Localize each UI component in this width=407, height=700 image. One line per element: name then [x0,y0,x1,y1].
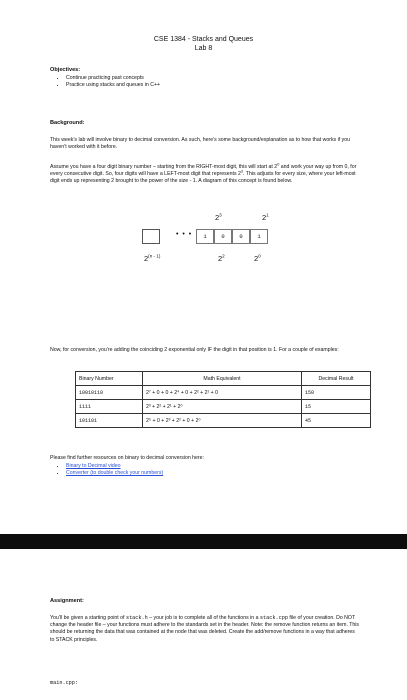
table-header-row [76,372,371,386]
decimal-cell: 45 [302,414,371,428]
superscript-three: 3 [240,169,243,174]
column-header: Math Equivalent [143,372,302,386]
conversion-paragraph: Now, for conversion, you’re adding the coinciding 2 exponential only IF the digit in that position is 1. For a couple of examples: [50,347,339,353]
binary-cell: 1111 [76,400,143,414]
para2-part-a: Assume you have a four digit binary number – starting from the RIGHT-most digit, this will start at 2 [50,164,278,170]
resource-item [66,463,163,470]
bit-box: 1 [250,229,268,244]
assignment-part-a: You’ll be given a starting point of [50,615,126,621]
ellipsis-dots: • • • [176,231,193,238]
power-label-top: $2^3$ [215,212,222,222]
binary-examples-table [75,371,371,428]
bit-box-empty [142,229,160,244]
resource-item [66,470,163,477]
title-line-2: Lab 8 [194,45,213,52]
para2-part-c: . This adjusts for every size, where your left-most digit ends up representing 2 brought to the power of the size - 1. A diagram of this concept is found below. [50,171,356,185]
binary-video-link[interactable]: Binary to Decimal video [66,463,121,469]
table-row [76,414,371,428]
resources-list [58,463,163,477]
assignment-paragraph [50,615,360,644]
main-cpp-label: main.cpp: [50,680,79,686]
bit-box: 1 [196,229,214,244]
power-label-bottom: $2^0$ [254,253,261,263]
document-title [0,35,407,53]
math-cell: 2⁵ + 0 + 2³ + 2² + 0 + 2⁰ [143,414,302,428]
assignment-heading: Assignment: [50,598,84,604]
bit-box: 0 [214,229,232,244]
table-row [76,386,371,400]
objectives-heading: Objectives: [50,67,81,73]
code-stack-cpp: stack.cpp [259,615,288,621]
assignment-part-b: – your job is to complete all of the functions in a [147,615,260,621]
background-paragraph-2 [50,164,360,186]
decimal-cell: 15 [302,400,371,414]
title-line-1: CSE 1384 - Stacks and Queues [153,36,254,43]
power-label-top: $2^1$ [262,212,269,222]
binary-cell: 101101 [76,414,143,428]
column-header: Decimal Result [302,372,371,386]
column-header: Binary Number [76,372,143,386]
assignment-part-c: file of your creation. Do NOT change the header file – your functions must adhere to the standards set in the header. Note: the remove function returns an item. This should be returning the data that was contained at the node that was deleted. Create the add/remove functions in a way that adheres to STACK principles. [50,615,360,643]
decimal-cell: 150 [302,386,371,400]
page-separator-band [0,534,407,549]
power-label-bottom: 2$^{(n - 1)}$ [144,253,161,263]
math-cell: 2⁷ + 0 + 0 + 2⁴ + 0 + 2² + 2¹ + 0 [143,386,302,400]
background-paragraph-1: This week’s lab will involve binary to decimal conversion. As such, here’s some background/explanation as to how that works if you haven’t worked with it before. [50,137,350,151]
background-heading: Background: [50,120,85,126]
para2-part-b: and work your way up from 0, for every consecutive digit. So, four digits will have a LEFT-most digit that represents 2 [50,164,357,178]
objective-item: • Practice using stacks and queues in C++ [66,82,160,89]
table-row [76,400,371,414]
objectives-list [58,75,160,89]
code-stack-h: stack.h [125,615,148,621]
objective-item: • Continue practicing past concepts [66,75,160,82]
binary-cell: 10010110 [76,386,143,400]
resources-intro: Please find further resources on binary to decimal conversion here: [50,455,204,461]
superscript-zero: 0 [277,162,280,167]
bit-box: 0 [232,229,250,244]
converter-link[interactable]: Converter (to double check your numbers) [66,470,164,477]
math-cell: 2³ + 2² + 2¹ + 2⁰ [143,400,302,414]
power-label-bottom: $2^2$ [218,253,225,263]
